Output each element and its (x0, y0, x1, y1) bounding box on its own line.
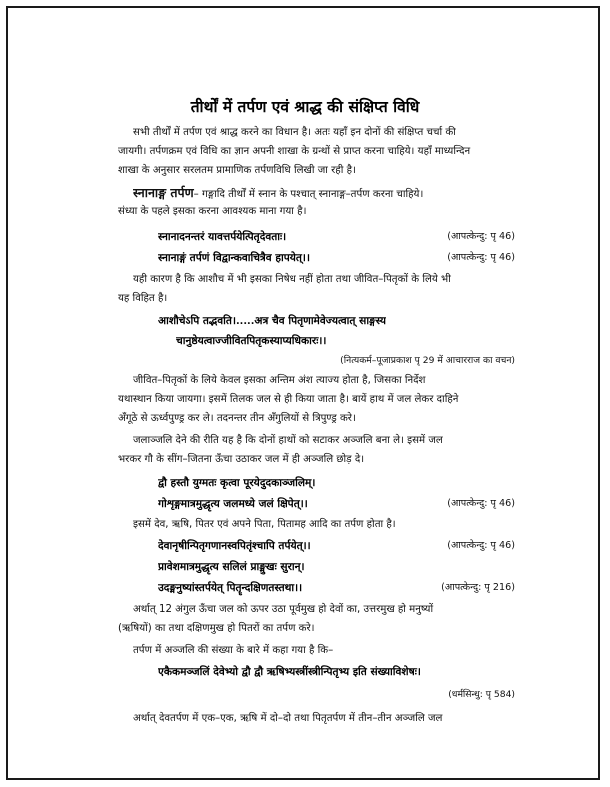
reference-1: (आपत्केन्दु: पृ 46) (447, 231, 515, 242)
snan-heading-line (133, 184, 516, 204)
snan-text: – गङ्गादि तीर्थों में स्नान के पश्चात् स्नानाङ्ग–तर्पण करना चाहिये। (193, 189, 424, 200)
verse-4: चानुष्ठेयत्वाज्जीवितपितृकस्याप्यधिकारः।। (176, 335, 327, 347)
ashauch-line-1: यही कारण है कि आशौच में भी इसका निषेध नहीं होता तथा जीवित–पितृकों के लिये भी (133, 274, 451, 285)
verse-5: द्वौ हस्तौ युग्मतः कृत्वा पूरयेदुदकाञ्जलिम्। (158, 477, 316, 489)
arth-line-1: अर्थात् 12 अंगुल ऊँचा जल को ऊपर उठा पूर्वमुख हो देवों का, उत्तरमुख हो मनुष्यों (133, 604, 434, 615)
reference-7: (धर्मसिन्धु: पृ 584) (448, 689, 515, 700)
anjali-line-1: जलाञ्जलि देने की रीति यह है कि दोनों हाथों को सटाकर अञ्जलि बना ले। इसमें जल (133, 435, 443, 446)
verse-2: स्नानाङ्गं तर्पणं विद्वान्कवाचित्रैव हापयेत्।। (158, 252, 310, 264)
reference-3: (नित्यकर्म–पूजाप्रकाश पृ 29 में आचारराज का वचन) (340, 355, 515, 366)
page-title: तीर्थों में तर्पण एवं श्राद्ध की संक्षिप्त विधि (190, 97, 420, 116)
verse-6: गोशृङ्गमात्रमुद्धृत्य जलमध्ये जलं क्षिपेत्।। (158, 498, 308, 510)
snan-term: स्नानाङ्ग तर्पण (133, 185, 194, 200)
deva-line-1: इसमें देव, ऋषि, पितर एवं अपने पिता, पितामह आदि का तर्पण होता है। (133, 519, 396, 530)
verse-8: प्रावेशमात्रमुद्धृत्य सलिलं प्राङ्मुखः सुरान्। (158, 561, 305, 573)
snan-line-2: संध्या के पहले इसका करना आवश्यक माना गया है। (118, 206, 307, 217)
ashauch-line-2: यह विहित है। (118, 293, 168, 304)
arth-line-2: (ऋषियों) का तथा दक्षिणमुख हो पितरों का तर्पण करे। (118, 623, 315, 634)
verse-10: एकैकमञ्जलिं देवेभ्यो द्वौ द्वौ ऋषिभ्यस्त्रींस्त्रीन्पितृभ्य इति संख्याविशेषः। (158, 666, 421, 678)
reference-4: (आपत्केन्दु: पृ 46) (447, 498, 515, 509)
jivit-line-2: यथास्थान किया जायगा। इसमें तिलक जल से ही किया जाता है। बायें हाथ में जल लेकर दाहिने (118, 394, 459, 405)
reference-2: (आपत्केन्दु: पृ 46) (447, 252, 515, 263)
jivit-line-1: जीवित–पितृकों के लिये केवल इसका अन्तिम अंश त्याज्य होता है, जिसका निर्देश (133, 375, 426, 386)
intro-line-1: सभी तीर्थों में तर्पण एवं श्राद्ध करने का विधान है। अतः यहाँ इन दोनों की संक्षिप्त चर्चा की (133, 127, 456, 138)
verse-9: उदङ्मनुष्यांस्तर्पयेत् पितॄन्दक्षिणतस्तथा।। (158, 582, 303, 594)
sankhya-line-1: तर्पण में अञ्जलि की संख्या के बारे में कहा गया है कि– (133, 645, 334, 656)
verse-7: देवानृषीन्पितृगणानस्वपितृंश्चापि तर्पयेत्।। (158, 540, 311, 552)
jivit-line-3: अँगूठे से ऊर्ध्वपुण्ड्र कर ले। तदनन्तर तीन अँगुलियों से त्रिपुण्ड्र करे। (118, 413, 356, 424)
last-line-1: अर्थात् देवतर्पण में एक–एक, ऋषि में दो–दो तथा पितृतर्पण में तीन–तीन अञ्जलि जल (133, 713, 443, 724)
reference-6: (आपत्केन्दु: पृ 216) (441, 582, 515, 593)
verse-3: आशौचेऽपि तद्भवति।.....अत्र चैव पितृणामेवेज्यत्वात् साङ्गस्य (158, 315, 387, 327)
intro-line-3: शाखा के अनुसार सरलतम प्रामाणिक तर्पणविधि लिखी जा रही है। (118, 165, 356, 176)
intro-line-2: जायगी। तर्पणक्रम एवं विधि का ज्ञान अपनी शाखा के ग्रन्थों से प्राप्त करना चाहिये। यहाँ माध्यन्दिन (118, 146, 471, 157)
reference-5: (आपत्केन्दु: पृ 46) (447, 540, 515, 551)
anjali-line-2: भरकर गौ के सींग–जितना ऊँचा उठाकर जल में ही अञ्जलि छोड़ दे। (118, 454, 365, 465)
verse-1: स्नानादनन्तरं यावत्तर्पयेत्पितृदेवताः। (158, 231, 287, 243)
